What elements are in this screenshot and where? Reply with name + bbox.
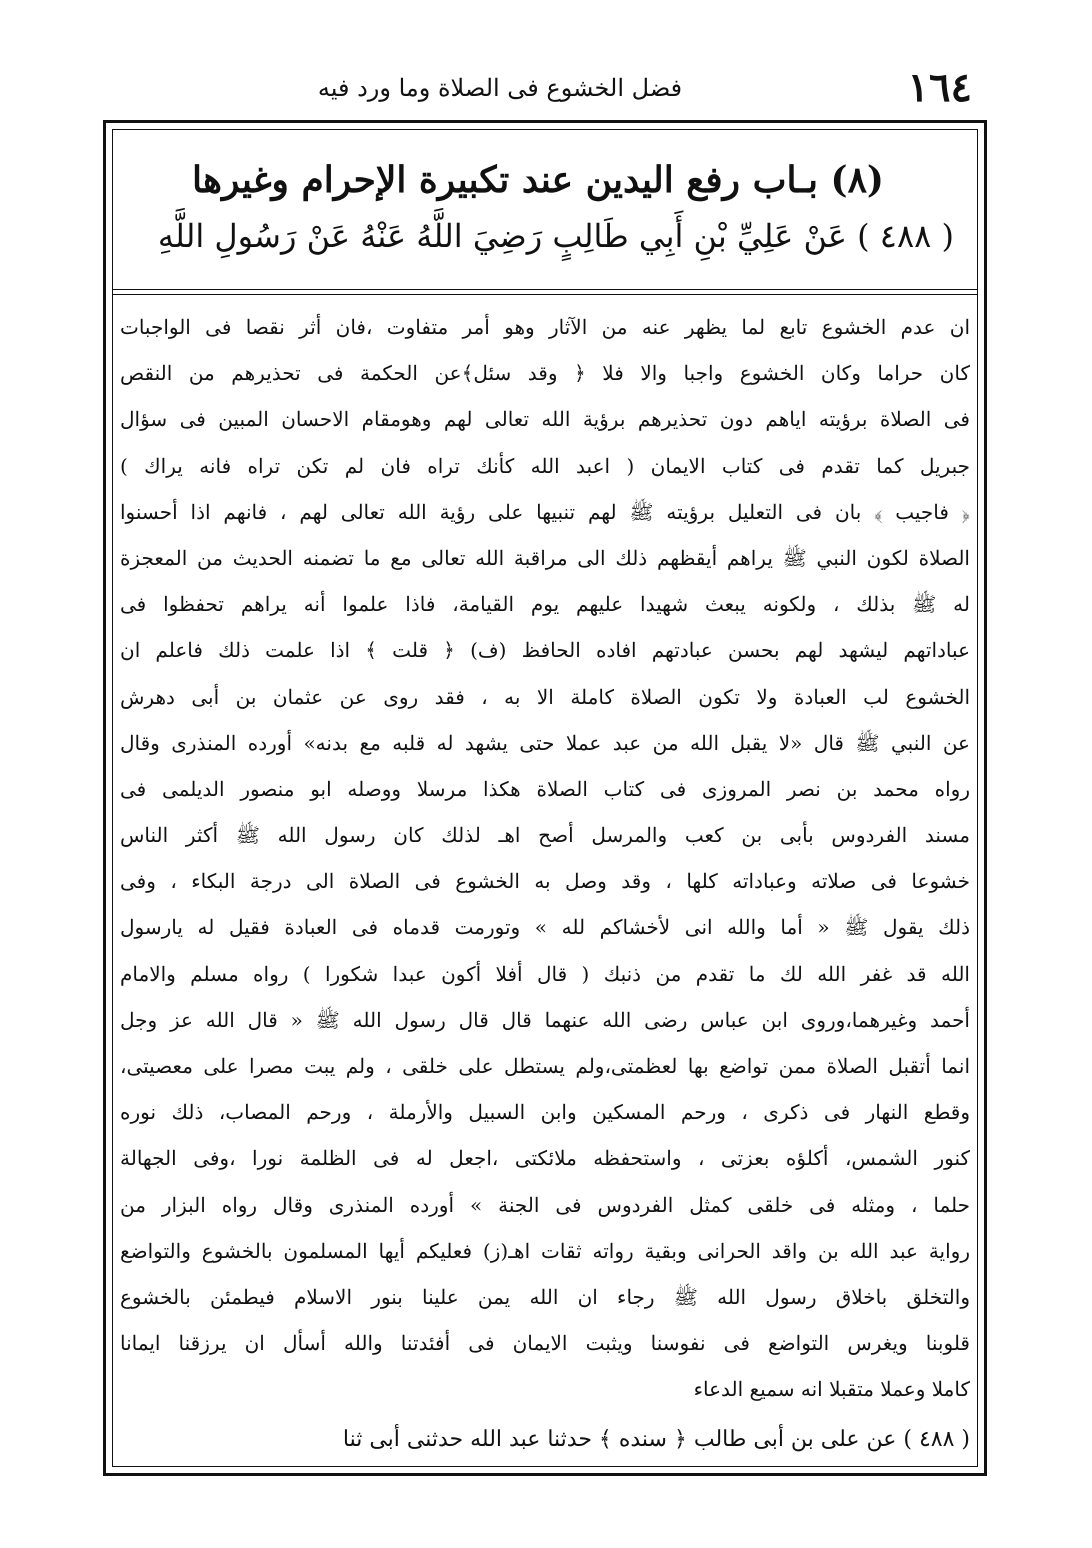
- text-line: ذلك يقول ﷺ « أما والله انى لأخشاكم لله » وتورمت قدماه فى العبادة فقيل له يارسول: [120, 915, 970, 940]
- text-line: فى الصلاة برؤيته اياهم دون تحذيرهم برؤية الله تعالى لهم وهومقام الاحسان المبين فى سؤال: [120, 407, 970, 432]
- text-line: رواية عبد الله بن واقد الحرانى وبقية رواته ثقات اهـ(ز) فعليكم أيها المسلمون بالخشوع والتواضع: [120, 1238, 970, 1263]
- chapter-header: [112, 129, 978, 289]
- text-line: له ﷺ بذلك ، ولكونه يبعث شهيدا عليهم يوم القيامة، فاذا علموا أنه يراهم تحفظوا فى: [120, 592, 970, 617]
- text-line: أحمد وغيرهما،وروى ابن عباس رضى الله عنهما قال قال رسول الله ﷺ « قال الله عز وجل: [120, 1007, 970, 1032]
- text-line: حلما ، ومثله فى خلقى كمثل الفردوس فى الجنة » أورده المنذرى وقال رواه البزار من: [120, 1192, 970, 1217]
- divider-rule: [112, 289, 978, 290]
- text-line: مسند الفردوس بأبى بن كعب والمرسل أصح اهـ لذلك كان رسول الله ﷺ أكثر الناس: [120, 823, 970, 848]
- text-line: وقطع النهار فى ذكرى ، ورحم المسكين وابن السبيل والأرملة ، ورحم المصاب، ذلك نوره: [120, 1100, 970, 1125]
- text-line: الخشوع لب العبادة ولا تكون الصلاة كاملة الا به ، فقد روى عن عثمان بن أبى دهرش: [120, 684, 970, 709]
- text-line: انما أتقبل الصلاة ممن تواضع بها لعظمتى،ولم يستطل على خلقى ، ولم يبت مصرا على معصيتى،: [120, 1054, 970, 1078]
- text-line: عن النبي ﷺ قال «لا يقبل الله من عبد عملا حتى يشهد له قلبه مع بدنه» أورده المنذرى وقال: [120, 730, 970, 755]
- divider-rule: [112, 294, 978, 295]
- commentary-text: [120, 304, 970, 1413]
- text-line: قلوبنا ويغرس التواضع فى نفوسنا ويثبت الايمان فى أفئدتنا والله أسأل ان يرزقنا ايمانا: [120, 1331, 970, 1356]
- text-line: والتخلق باخلاق رسول الله ﷺ رجاء ان الله يمن علينا بنور الاسلام فيطمئن بالخشوع: [120, 1284, 970, 1309]
- hadith-opening: ( ٤٨٨ ) عَنْ عَلِيِّ بْنِ أَبِي طَالِبٍ رَضِيَ اللَّهُ عَنْهُ عَنْ رَسُولِ اللَّهِ: [157, 217, 954, 255]
- text-line: الله قد غفر الله لك ما تقدم من ذنبك ( قال أفلا أكون عبدا شكورا ) رواه مسلم والامام: [120, 961, 970, 986]
- chapter-heading: (٨) بـاب رفع اليدين عند تكبيرة الإحرام وغيرها: [192, 159, 884, 201]
- text-line: ان عدم الخشوع تابع لما يظهر عنه من الآثار وهو أمر متفاوت ،فان أثر نقصا فى الواجبات: [120, 315, 970, 339]
- running-head: [110, 66, 980, 114]
- text-line: ﴿ فاجيب ﴾ بان فى التعليل برؤيته ﷺ لهم تنبيها على رؤية الله تعالى لهم ، فانهم اذا أحسنوا: [120, 499, 970, 524]
- text-line: كنور الشمس، أكلؤه بعزتى ، واستحفظه ملائكتى ،اجعل له فى الظلمة نورا ،وفى الجهالة: [120, 1146, 970, 1171]
- text-line: كاملا وعملا متقبلا انه سميع الدعاء: [693, 1377, 970, 1402]
- text-line: عباداتهم ليشهد لهم بحسن عبادتهم افاده الحافظ (ف) ﴿ قلت ﴾ اذا علمت ذلك فاعلم ان: [120, 638, 970, 663]
- text-line: خشوعا فى صلاته وعباداته كلها ، وقد وصل به الخشوع فى الصلاة الى درجة البكاء ، وفى: [120, 869, 970, 894]
- text-line: الصلاة لكون النبي ﷺ يراهم أيقظهم ذلك الى مراقبة الله تعالى مع ما تضمنه الحديث من المعجزة: [120, 545, 970, 570]
- running-title: فضل الخشوع فى الصلاة وما ورد فيه: [317, 74, 683, 102]
- text-line: كان حراما وكان الخشوع واجبا والا فلا ﴿ وقد سئل﴾عن الحكمة فى تحذيرهم من النقص: [120, 361, 970, 386]
- isnad-line: ( ٤٨٨ ) عن على بن أبى طالب ﴿ سنده ﴾ حدثنا عبد الله حدثنى أبى ثنا: [342, 1427, 970, 1452]
- text-line: جبريل كما تقدم فى كتاب الايمان ( اعبد الله كأنك تراه فان لم تكن تراه فانه يراك ): [120, 453, 970, 478]
- text-line: رواه محمد بن نصر المروزى فى كتاب الصلاة هكذا مرسلا ووصله ابو منصور الديلمى فى: [120, 776, 970, 801]
- page-number: ١٦٤: [907, 64, 972, 111]
